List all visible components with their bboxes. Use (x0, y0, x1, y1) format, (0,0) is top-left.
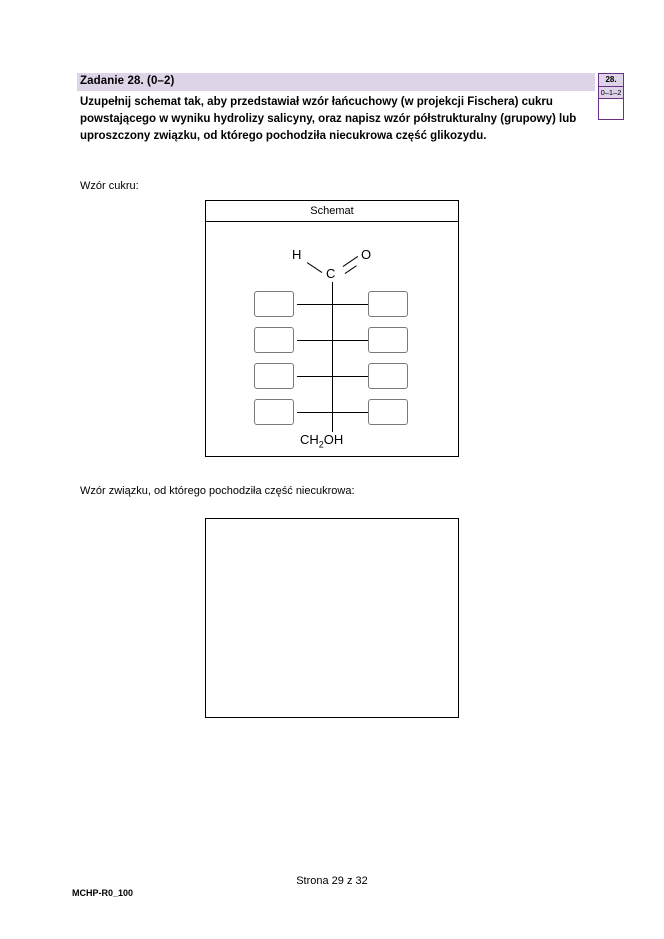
schemat-box (205, 200, 459, 457)
answer-field-right-4[interactable] (368, 399, 408, 425)
label-sugar-formula: Wzór cukru: (80, 180, 139, 192)
fischer-projection (206, 222, 458, 457)
atom-label-c: C (326, 266, 336, 281)
bond-c-o-2 (345, 265, 357, 274)
bond-h-c (307, 262, 323, 273)
footer-page-number: Strona 29 z 32 (296, 875, 368, 887)
answer-field-right-1[interactable] (368, 291, 408, 317)
answer-field-left-2[interactable] (254, 327, 294, 353)
bond-row-2-left (297, 340, 333, 341)
answer-field-left-1[interactable] (254, 291, 294, 317)
label-compound-formula: Wzór związku, od którego pochodziła część niecukrowa: (80, 485, 355, 497)
atom-label-o: O (361, 247, 372, 262)
score-range: 0–1–2 (600, 88, 622, 97)
bond-row-2-right (332, 340, 368, 341)
bond-row-3-left (297, 376, 333, 377)
terminal-group-tail: OH (323, 432, 344, 447)
answer-field-left-3[interactable] (254, 363, 294, 389)
score-entry-field[interactable] (599, 99, 623, 119)
schemat-header: Schemat (206, 201, 458, 222)
score-task-number: 28. (599, 74, 623, 87)
bond-row-3-right (332, 376, 368, 377)
score-box (598, 73, 624, 120)
bond-row-1-right (332, 304, 368, 305)
answer-field-right-3[interactable] (368, 363, 408, 389)
terminal-group-subscript: 2 (318, 439, 324, 450)
bond-row-1-left (297, 304, 333, 305)
answer-box-compound[interactable] (205, 518, 459, 718)
bond-row-4-right (332, 412, 368, 413)
answer-field-left-4[interactable] (254, 399, 294, 425)
task-title: Zadanie 28. (0–2) (80, 75, 175, 87)
atom-label-h: H (292, 247, 302, 262)
terminal-group-ch2oh (300, 432, 343, 450)
task-instruction-text: Uzupełnij schemat tak, aby przedstawiał wzór łańcuchowy (w projekcji Fischera) cukru powstającego w wyniku hydrolizy salicyny, oraz napisz wzór półstrukturalny (grupowy) lub uproszczony związku, od którego pochodziła niecukrowa część glikozydu. (80, 96, 577, 142)
bond-row-4-left (297, 412, 333, 413)
answer-field-right-2[interactable] (368, 327, 408, 353)
terminal-group-text: CH (300, 432, 319, 447)
footer-document-code: MCHP-R0_100 (72, 888, 134, 898)
